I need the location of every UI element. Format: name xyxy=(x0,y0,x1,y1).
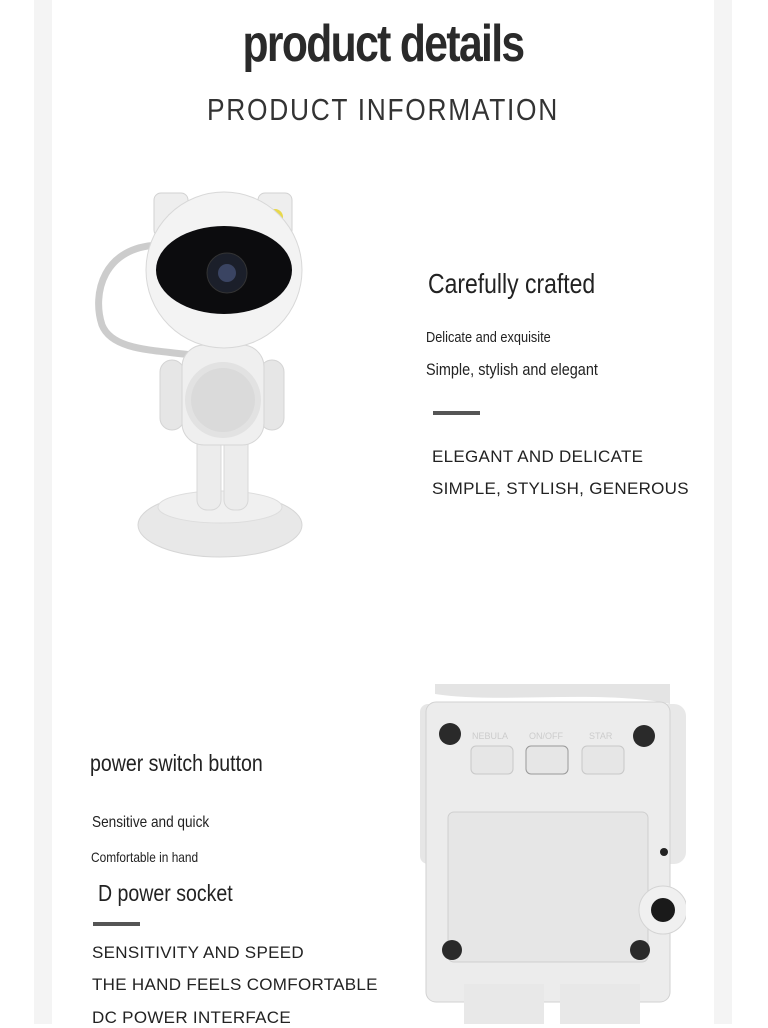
right-border xyxy=(714,0,732,1024)
section2-caps-1: SENSITIVITY AND SPEED xyxy=(92,943,304,962)
star-button-label: STAR xyxy=(589,731,613,741)
page-title: product details xyxy=(242,15,524,73)
section1-caps-1: ELEGANT AND DELICATE xyxy=(432,447,644,466)
section2-caps-3: DC POWER INTERFACE xyxy=(92,1008,292,1027)
section1-line2: Simple, stylish and elegant xyxy=(426,360,598,379)
section1-heading: Carefully crafted xyxy=(428,268,596,299)
section2-line2: Comfortable in hand xyxy=(91,849,199,865)
section2-caps-2: THE HAND FEELS COMFORTABLE xyxy=(92,975,378,994)
divider xyxy=(93,922,140,926)
astronaut-projector-image xyxy=(92,185,342,565)
divider xyxy=(433,411,480,415)
section2-line3: D power socket xyxy=(98,880,233,906)
page-subtitle: PRODUCT INFORMATION xyxy=(207,92,559,127)
product-details-page xyxy=(52,0,714,1027)
section2-heading: power switch button xyxy=(90,750,263,776)
section1-caps-2: SIMPLE, STYLISH, GENEROUS xyxy=(432,479,689,498)
nebula-button-label: NEBULA xyxy=(472,731,509,741)
section1-line1: Delicate and exquisite xyxy=(426,329,551,346)
onoff-button-label: ON/OFF xyxy=(529,731,563,741)
section2-line1: Sensitive and quick xyxy=(92,814,210,831)
left-border xyxy=(34,0,52,1024)
